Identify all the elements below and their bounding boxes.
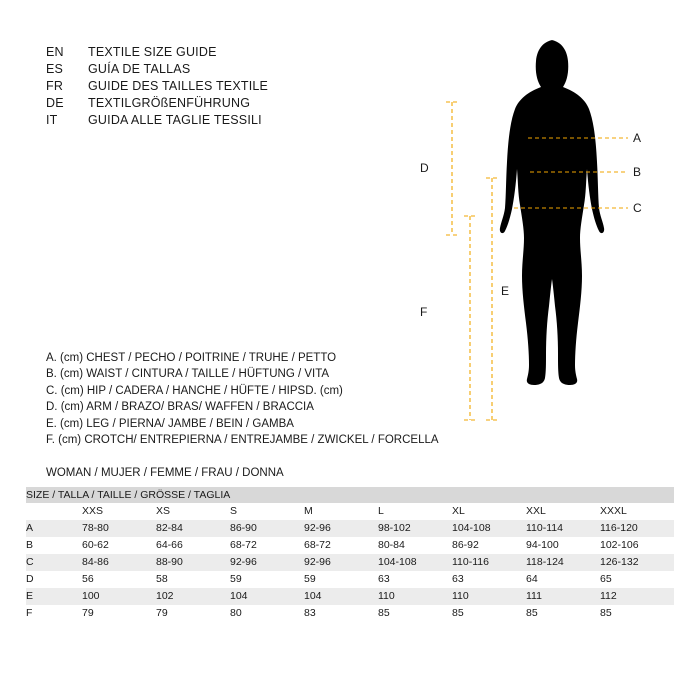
table-cell: 65 <box>600 571 674 588</box>
column-header: XXXL <box>600 503 674 520</box>
table-cell: 59 <box>230 571 304 588</box>
table-cell: 56 <box>82 571 156 588</box>
language-row <box>46 112 376 129</box>
table-cell: 126-132 <box>600 554 674 571</box>
table-cell: 64 <box>526 571 600 588</box>
marker-label-a: A <box>633 131 642 145</box>
row-label: F <box>26 605 82 622</box>
table-row <box>26 605 674 622</box>
measurement-legend <box>46 350 466 448</box>
language-title: TEXTILGRÖßENFÜHRUNG <box>88 96 251 110</box>
legend-item: E. (cm) LEG / PIERNA/ JAMBE / BEIN / GAMBA <box>46 417 294 430</box>
table-cell: 104 <box>230 588 304 605</box>
language-row <box>46 78 376 95</box>
language-title: GUIDE DES TAILLES TEXTILE <box>88 79 269 93</box>
female-silhouette-icon <box>500 40 604 385</box>
row-label: D <box>26 571 82 588</box>
table-cell: 88-90 <box>156 554 230 571</box>
language-code: EN <box>46 45 64 59</box>
table-cell: 111 <box>526 588 600 605</box>
table-cell: 80-84 <box>378 537 452 554</box>
table-row <box>26 588 674 605</box>
language-code: IT <box>46 113 58 127</box>
language-title-block <box>46 44 376 129</box>
row-label: A <box>26 520 82 537</box>
legend-item: F. (cm) CROTCH/ ENTREPIERNA / ENTREJAMBE / ZWICKEL / FORCELLA <box>46 434 439 447</box>
gender-label: WOMAN / MUJER / FEMME / FRAU / DONNA <box>46 467 284 479</box>
table-row <box>26 537 674 554</box>
legend-item: B. (cm) WAIST / CINTURA / TAILLE / HÜFTUNG / VITA <box>46 368 330 381</box>
table-row <box>26 571 674 588</box>
table-cell: 116-120 <box>600 520 674 537</box>
table-cell: 64-66 <box>156 537 230 554</box>
language-row <box>46 61 376 78</box>
size-table <box>26 487 674 622</box>
row-label: C <box>26 554 82 571</box>
table-cell: 104 <box>304 588 378 605</box>
table-cell: 100 <box>82 588 156 605</box>
marker-label-f: F <box>420 305 428 319</box>
table-cell: 85 <box>600 605 674 622</box>
table-cell: 92-96 <box>304 554 378 571</box>
table-cell: 80 <box>230 605 304 622</box>
table-cell: 63 <box>378 571 452 588</box>
table-row <box>26 520 674 537</box>
column-header: XXL <box>526 503 600 520</box>
legend-item: A. (cm) CHEST / PECHO / POITRINE / TRUHE / PETTO <box>46 352 337 364</box>
table-header-row <box>26 487 674 503</box>
table-cell: 58 <box>156 571 230 588</box>
table-cell: 104-108 <box>452 520 526 537</box>
language-code: FR <box>46 79 64 93</box>
table-cell: 68-72 <box>304 537 378 554</box>
row-label: B <box>26 537 82 554</box>
table-cell: 112 <box>600 588 674 605</box>
column-header: XXS <box>82 503 156 520</box>
table-cell: 79 <box>156 605 230 622</box>
table-header-label: SIZE / TALLA / TAILLE / GRÖSSE / TAGLIA <box>26 487 674 503</box>
table-cell: 104-108 <box>378 554 452 571</box>
marker-label-c: C <box>633 201 642 215</box>
table-cell: 59 <box>304 571 378 588</box>
legend-item: C. (cm) HIP / CADERA / HANCHE / HÜFTE / HIPSD. (cm) <box>46 384 343 397</box>
column-header: M <box>304 503 378 520</box>
language-row <box>46 95 376 112</box>
table-cell: 85 <box>378 605 452 622</box>
table-row <box>26 554 674 571</box>
column-header: XL <box>452 503 526 520</box>
language-row <box>46 44 376 61</box>
table-cell: 63 <box>452 571 526 588</box>
table-cell: 110-114 <box>526 520 600 537</box>
table-cell: 84-86 <box>82 554 156 571</box>
language-code: ES <box>46 62 64 76</box>
table-cell: 94-100 <box>526 537 600 554</box>
table-column-header-row <box>26 503 674 520</box>
table-cell: 110 <box>378 588 452 605</box>
column-header: S <box>230 503 304 520</box>
table-cell: 85 <box>526 605 600 622</box>
row-label: E <box>26 588 82 605</box>
marker-label-d: D <box>420 161 429 175</box>
table-cell: 118-124 <box>526 554 600 571</box>
table-cell: 86-92 <box>452 537 526 554</box>
table-cell: 86-90 <box>230 520 304 537</box>
table-cell: 98-102 <box>378 520 452 537</box>
table-cell: 102 <box>156 588 230 605</box>
table-cell: 78-80 <box>82 520 156 537</box>
marker-label-b: B <box>633 165 642 179</box>
marker-label-e: E <box>501 284 510 298</box>
language-code: DE <box>46 96 64 110</box>
table-cell: 85 <box>452 605 526 622</box>
table-cell: 68-72 <box>230 537 304 554</box>
table-cell: 79 <box>82 605 156 622</box>
column-header: L <box>378 503 452 520</box>
table-cell: 83 <box>304 605 378 622</box>
language-title: GUIDA ALLE TAGLIE TESSILI <box>88 113 262 127</box>
table-cell: 110-116 <box>452 554 526 571</box>
table-cell: 92-96 <box>230 554 304 571</box>
column-header: XS <box>156 503 230 520</box>
language-title: TEXTILE SIZE GUIDE <box>88 45 217 59</box>
legend-item: D. (cm) ARM / BRAZO/ BRAS/ WAFFEN / BRACCIA <box>46 401 314 414</box>
table-cell: 60-62 <box>82 537 156 554</box>
size-table-container <box>26 487 674 622</box>
table-cell: 110 <box>452 588 526 605</box>
language-title: GUÍA DE TALLAS <box>88 62 191 76</box>
column-header <box>26 503 82 520</box>
table-cell: 102-106 <box>600 537 674 554</box>
table-cell: 82-84 <box>156 520 230 537</box>
table-cell: 92-96 <box>304 520 378 537</box>
